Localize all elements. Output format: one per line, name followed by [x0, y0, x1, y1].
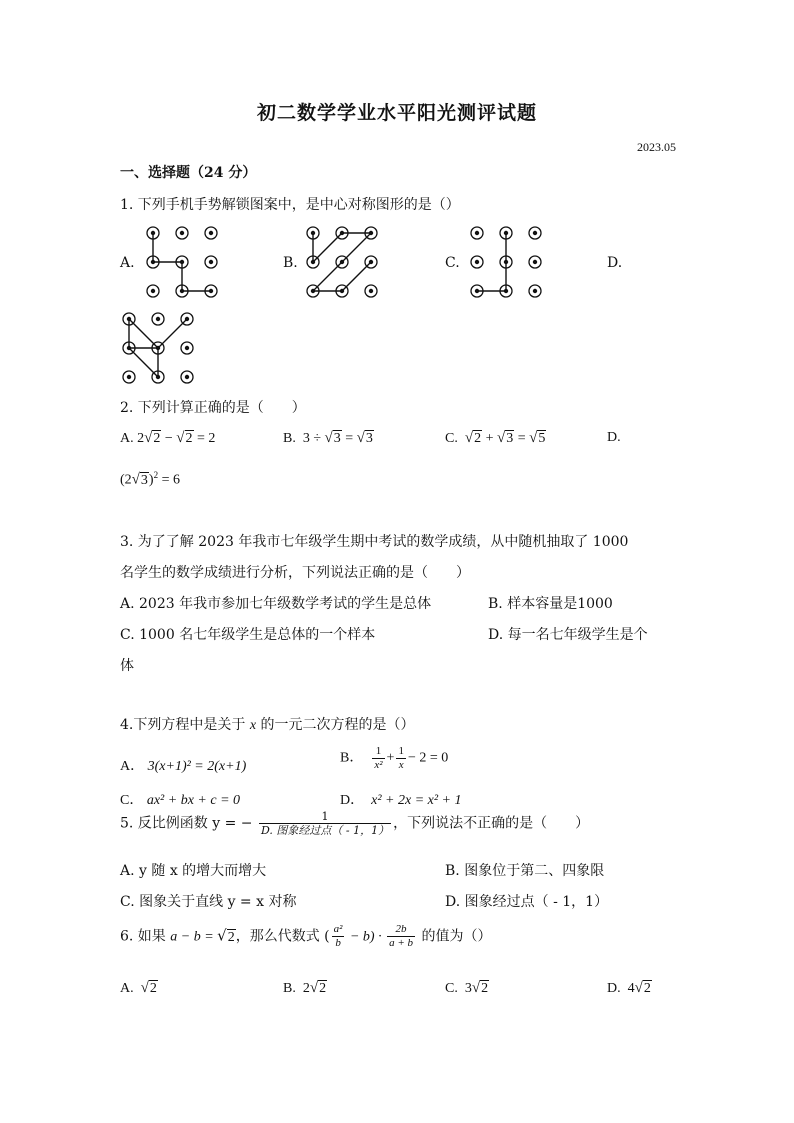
q5-stem: 5. 反比例函数 y = − $\frac{1}{\text{D. 图象经过点（ - 1，1）}}$ ，下列说法不正确的是（ ）	[120, 810, 590, 837]
q4-option-a: A． 3(x+1)² = 2(x+1)	[120, 759, 247, 774]
q3-option-a: A. 2023 年我市参加七年级数学考试的学生是总体	[120, 596, 432, 612]
q2-option-d-expr: $(2√3)^2 = 6$	[120, 470, 180, 488]
q1-stem: 1. 下列手机手势解锁图案中，是中心对称图形的是（）	[120, 197, 460, 213]
q6-option-a: A. √2	[120, 980, 157, 996]
q3-stem-line1: 3. 为了了解 2023 年我市七年级学生期中考试的数学成绩，从中随机抽取了 1000	[120, 534, 629, 550]
q4-option-c: C． ax² + bx + c = 0	[120, 793, 241, 808]
page-title: 初二数学学业水平阳光测评试题	[256, 102, 537, 124]
q5-option-d: D. 图象经过点（ - 1，1）	[445, 894, 609, 910]
q1-pattern-d	[116, 308, 200, 388]
q4-option-b: B． $\frac{1}{\text{x²}}$ + $\frac{1}{x}$ − 2 = 0	[340, 745, 449, 771]
exam-date: 2023.05	[637, 140, 676, 154]
section-heading: 一、选择题（24 分）	[120, 165, 257, 181]
q5-option-a: A. y 随 x 的增大而增大	[120, 863, 267, 879]
q5-option-b: B. 图象位于第二、四象限	[445, 863, 605, 879]
q3-option-d-wrap: 体	[120, 658, 134, 674]
q6-stem: 6. 如果 a − b = √2，那么代数式 ( $\frac{\text{a²}}{b}$ − b) · $\frac{2b}{a + b}$ 的值为（）	[120, 923, 492, 949]
q1-pattern-a	[140, 222, 224, 302]
q4-option-d: D． x² + 2x = x² + 1	[340, 793, 462, 808]
q2-stem: 2. 下列计算正确的是（ ）	[120, 400, 306, 416]
q6-option-b: B. 2√2	[283, 980, 327, 996]
q1-option-b-label: B.	[283, 255, 298, 271]
q4-stem: 4.下列方程中是关于 x 的一元二次方程的是（）	[120, 717, 415, 733]
q6-option-d: D. 4√2	[607, 980, 651, 996]
q1-pattern-b	[300, 222, 384, 302]
q2-option-b: B. 3 ÷ √3 = √3	[283, 430, 373, 446]
q1-option-a-label: A.	[120, 255, 135, 271]
q1-option-c-label: C.	[445, 255, 460, 271]
q1-pattern-c	[464, 222, 548, 302]
q3-option-d: D. 每一名七年级学生是个	[488, 627, 648, 643]
q5-option-c: C. 图象关于直线 y = x 对称	[120, 894, 297, 910]
q2-option-a: A. 2√2 − √2 = 2	[120, 430, 216, 446]
q2-option-d-label: D.	[607, 430, 621, 445]
q3-stem-line2: 名学生的数学成绩进行分析，下列说法正确的是（ ）	[120, 565, 470, 581]
q1-option-d-label: D.	[607, 255, 623, 271]
q3-option-b: B. 样本容量是1000	[488, 596, 613, 612]
q6-option-c: C. 3√2	[445, 980, 489, 996]
q3-option-c: C. 1000 名七年级学生是总体的一个样本	[120, 627, 376, 643]
q2-option-c: C. √2 + √3 = √5	[445, 430, 546, 446]
